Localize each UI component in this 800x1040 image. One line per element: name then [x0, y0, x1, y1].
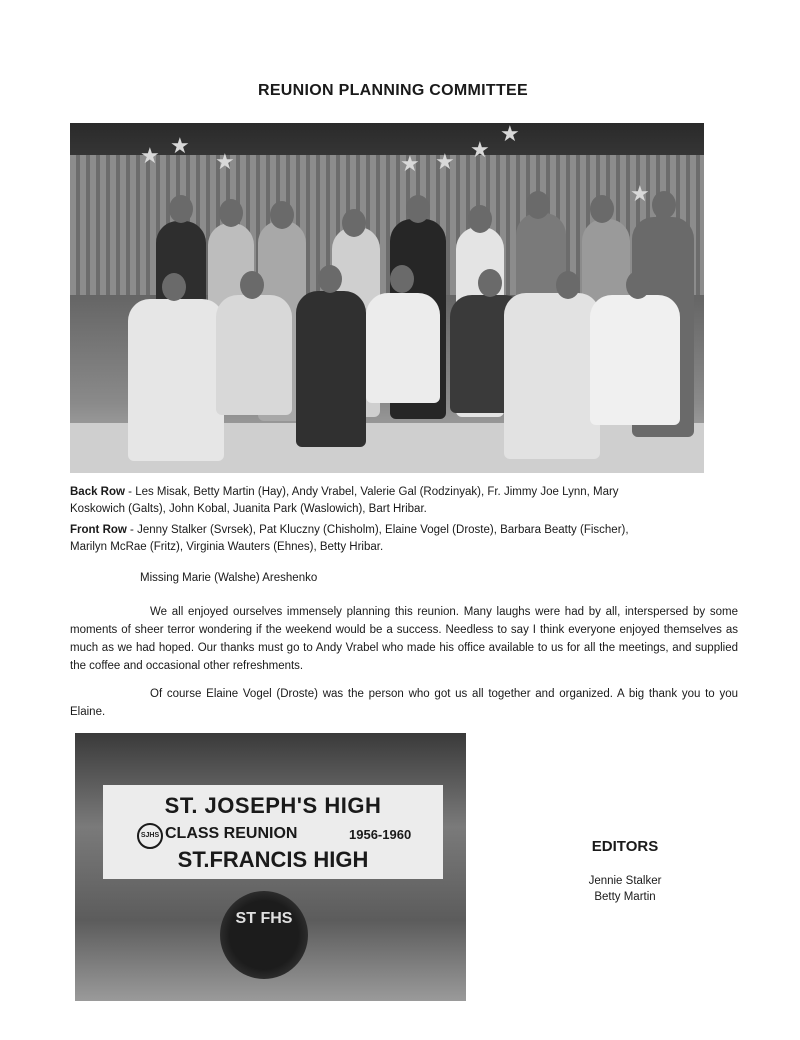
head [406, 195, 430, 223]
front-row-names: - Jenny Stalker (Svrsek), Pat Kluczny (Chisholm), Elaine Vogel (Droste), Barbara Beatty (Fischer), [126, 524, 629, 536]
paragraph-text: We all enjoyed ourselves immensely planning this reunion. Many laughs were had by all, interspersed by some moments of sheer terror wondering if the weekend would be a success. Needless to say I think everyone enjoyed themselves as much as we had hoped. Our thanks must go to Andy Vrabel who made his office available to us for all the meetings, and supplied the coffee and occasional other refreshments. [70, 606, 738, 672]
seated-person [216, 295, 292, 415]
reunion-banner-photo [75, 733, 466, 1001]
page-title: REUNION PLANNING COMMITTEE [257, 82, 529, 99]
committee-photo [70, 123, 704, 473]
front-row-names-continued: Marilyn McRae (Fritz), Virginia Wauters (Ehnes), Betty Hribar. [70, 541, 384, 553]
seated-person [296, 291, 366, 447]
head [590, 195, 614, 223]
head [169, 195, 193, 223]
star-decoration-icon: ★ [435, 149, 455, 174]
editor-name: Jennie Stalker [588, 875, 662, 887]
body-paragraph [70, 685, 738, 721]
school-emblem-icon: SJHS [137, 823, 163, 849]
body-paragraph [70, 603, 738, 675]
seated-person [504, 293, 600, 459]
seated-person [128, 299, 224, 461]
paragraph-text: Of course Elaine Vogel (Droste) was the person who got us all together and organized. A big thank you to you Elaine. [70, 688, 738, 718]
head [219, 199, 243, 227]
back-row-names-continued: Koskowich (Galts), John Kobal, Juanita Park (Waslowich), Bart Hribar. [70, 503, 427, 515]
back-row-names: - Les Misak, Betty Martin (Hay), Andy Vrabel, Valerie Gal (Rodzinyak), Fr. Jimmy Joe Lynn, Mary [124, 486, 619, 498]
head [468, 205, 492, 233]
editors-heading: EDITORS [591, 838, 659, 855]
star-decoration-icon: ★ [170, 133, 190, 158]
head [390, 265, 414, 293]
head [652, 191, 676, 219]
star-decoration-icon: ★ [400, 151, 420, 176]
sign-line-2: CLASS REUNION [165, 825, 298, 842]
head [526, 191, 550, 219]
star-decoration-icon: ★ [630, 181, 650, 206]
sign-line-3: ST.FRANCIS HIGH [177, 847, 369, 872]
star-decoration-icon: ★ [215, 149, 235, 174]
back-row-label: Back Row [70, 486, 125, 498]
star-decoration-icon: ★ [140, 143, 160, 168]
seated-person [366, 293, 440, 403]
sign-years: 1956-1960 [349, 827, 412, 842]
emblem-ball: ST FHS [220, 891, 308, 979]
head [270, 201, 294, 229]
head [626, 271, 650, 299]
head [240, 271, 264, 299]
front-row-label: Front Row [70, 524, 127, 536]
head [342, 209, 366, 237]
head [318, 265, 342, 293]
editor-name: Betty Martin [594, 891, 656, 903]
star-decoration-icon: ★ [470, 137, 490, 162]
front-row-caption [70, 522, 738, 556]
missing-member-note: Missing Marie (Walshe) Areshenko [140, 572, 318, 584]
head [478, 269, 502, 297]
head [556, 271, 580, 299]
seated-person [590, 295, 680, 425]
reunion-sign [103, 785, 443, 879]
sign-line-1: ST. JOSEPH'S HIGH [164, 793, 382, 818]
back-row-caption [70, 484, 738, 518]
head [162, 273, 186, 301]
star-decoration-icon: ★ [500, 123, 520, 146]
